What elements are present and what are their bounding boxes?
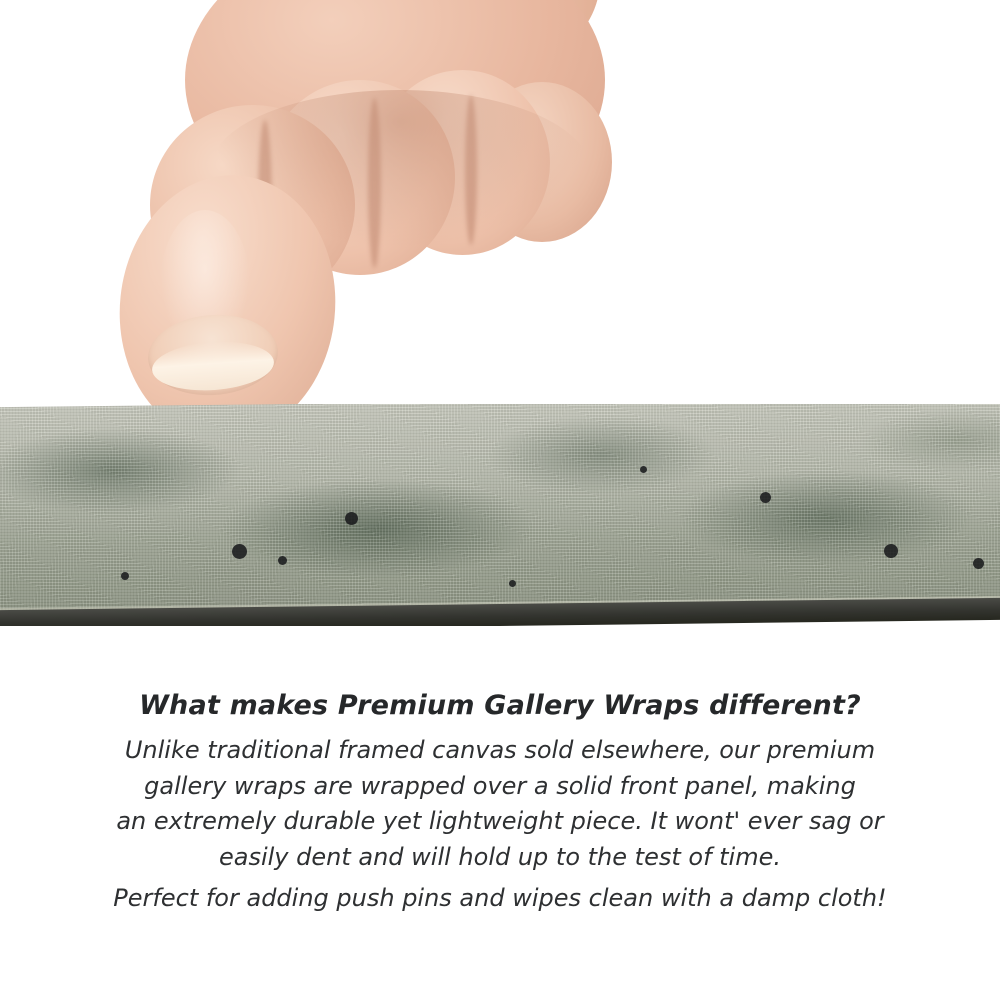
photo-bottom-margin <box>0 626 1000 660</box>
canvas-speck <box>345 512 358 525</box>
canvas-speck <box>640 466 647 473</box>
canvas-speck <box>760 492 771 503</box>
caption-line: gallery wraps are wrapped over a solid front panel, making <box>144 771 856 800</box>
caption-line: Unlike traditional framed canvas sold elsewhere, our premium <box>124 736 876 764</box>
caption-line: an extremely durable yet lightweight piece. It wont' ever sag or <box>116 807 884 836</box>
canvas-speck <box>509 580 516 587</box>
canvas-speck <box>121 572 129 580</box>
caption-body <box>105 733 895 917</box>
caption-line: Perfect for adding push pins and wipes clean with a damp cloth! <box>113 884 887 913</box>
canvas-speck <box>232 544 247 559</box>
canvas-speck <box>884 544 898 558</box>
canvas-speck <box>278 556 287 565</box>
caption-line: easily dent and will hold up to the test of time. <box>218 842 781 871</box>
hand-icon <box>90 0 610 440</box>
caption-heading: What makes Premium Gallery Wraps different? <box>139 690 861 721</box>
canvas-wrap-strip <box>0 404 1000 619</box>
canvas-speck <box>973 558 984 569</box>
caption-block <box>0 690 1000 917</box>
canvas-weave-texture <box>0 404 1000 619</box>
